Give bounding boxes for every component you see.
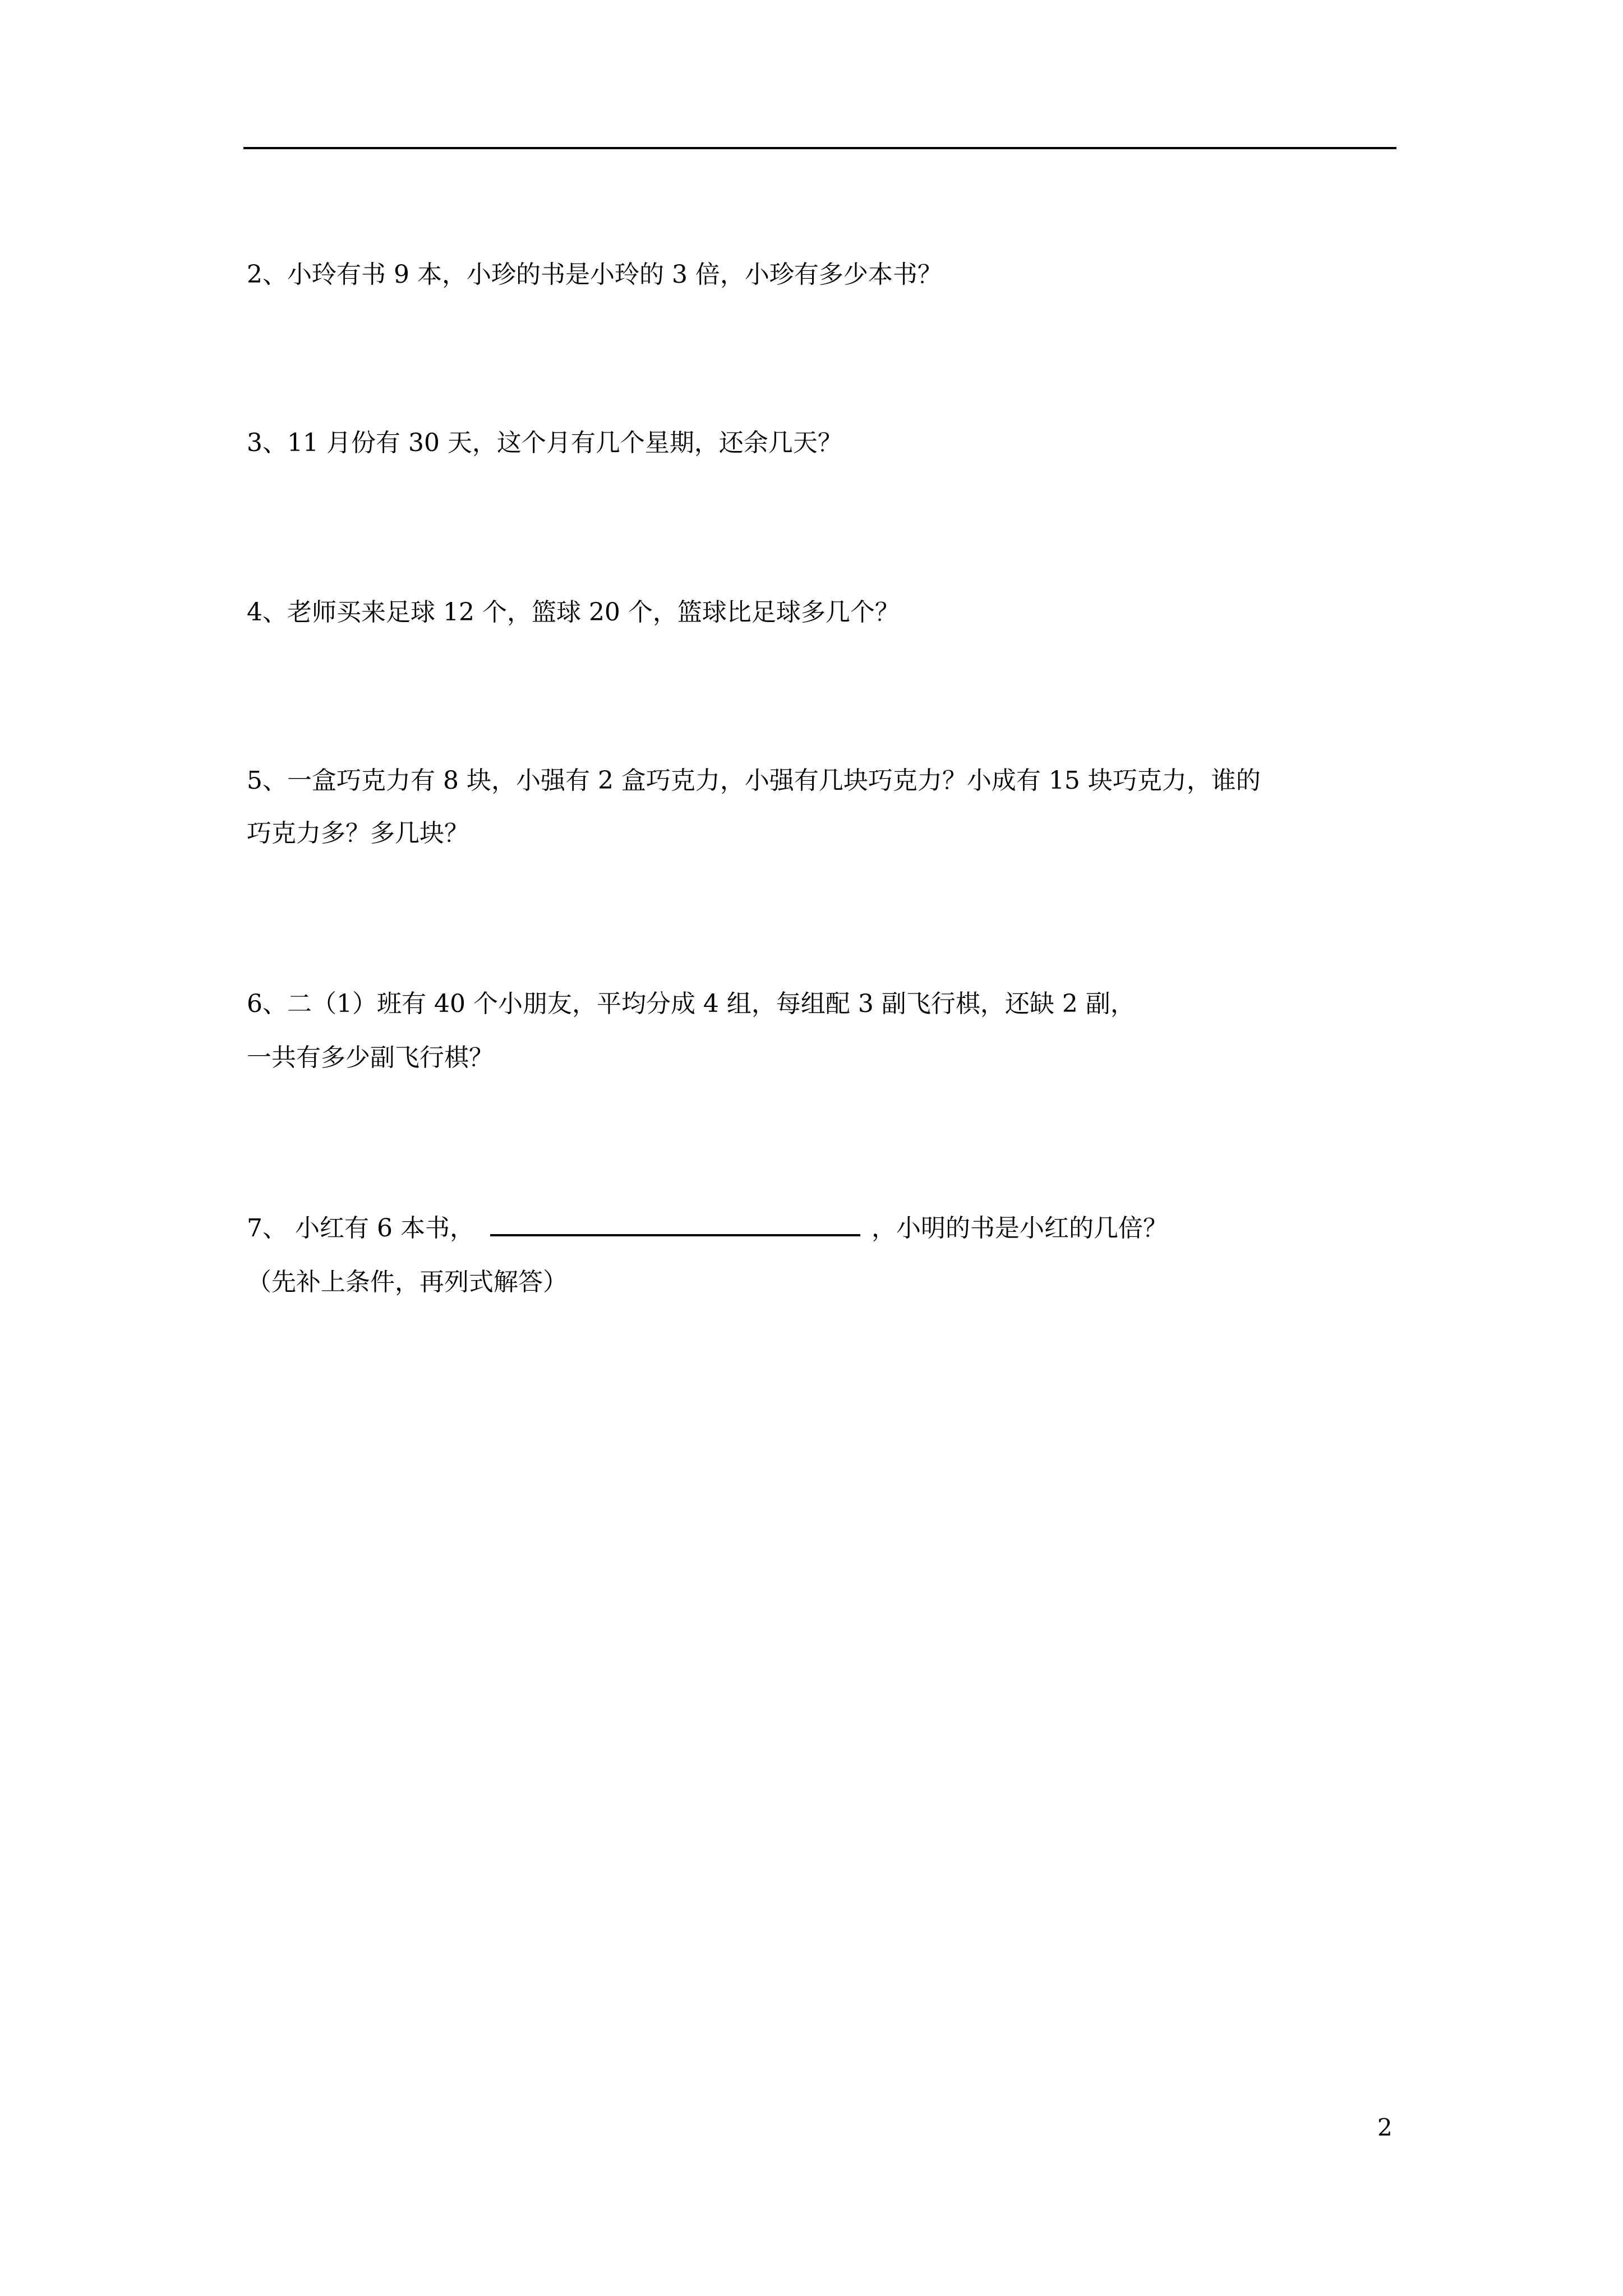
header-rule <box>243 147 1396 149</box>
question-4-line-1: 4、老师买来足球 12 个，篮球 20 个，篮球比足球多几个？ <box>247 598 900 627</box>
question-7-suffix: ，小明的书是小红的几倍？ <box>871 1214 1168 1243</box>
question-5-line-1: 5、一盒巧克力有 8 块，小强有 2 盒巧克力，小强有几块巧克力？小成有 15 块巧克力，谁的 <box>247 766 1261 795</box>
question-3-line-1: 3、11 月份有 30 天，这个月有几个星期，还余几天？ <box>247 429 842 457</box>
page-number: 2 <box>1377 2114 1393 2141</box>
question-6-line-2: 一共有多少副飞行棋？ <box>247 1043 494 1072</box>
question-7-line-1 <box>247 1212 1168 1245</box>
question-7-prefix: 7、 小红有 6 本书， <box>247 1214 474 1243</box>
question-7-answer-blank[interactable] <box>490 1212 860 1236</box>
question-5-line-2: 巧克力多？多几块？ <box>247 819 469 848</box>
question-2-line-1: 2、小玲有书 9 本，小珍的书是小玲的 3 倍，小珍有多少本书？ <box>247 260 942 289</box>
question-6-line-1: 6、二（1）班有 40 个小朋友，平均分成 4 组，每组配 3 副飞行棋，还缺 2 副， <box>247 990 1135 1018</box>
question-7-note: （先补上条件，再列式解答） <box>247 1268 568 1296</box>
